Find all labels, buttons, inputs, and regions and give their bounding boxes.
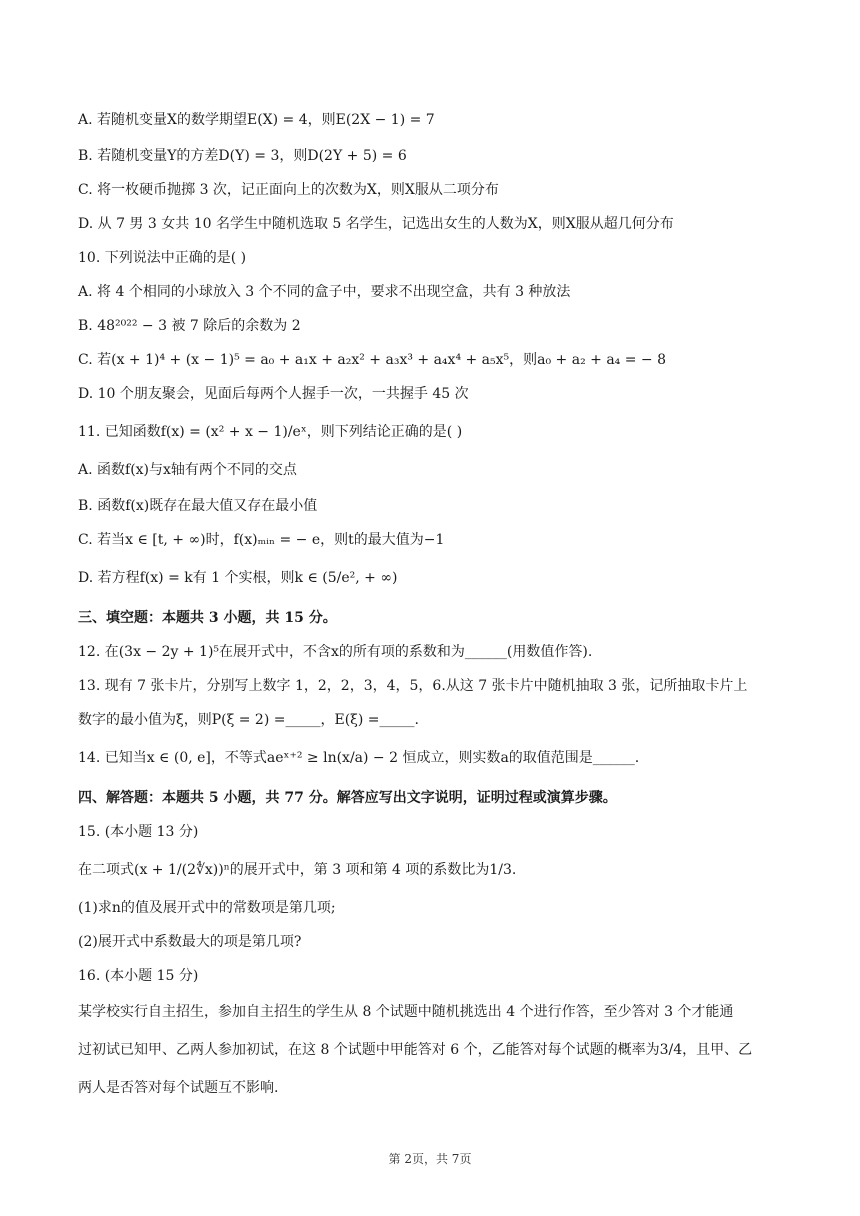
option-11a: A. 函数f(x)与x轴有两个不同的交点 <box>78 462 297 478</box>
question-15-body: 在二项式(x + 1/(2∜x))ⁿ的展开式中，第 3 项和第 4 项的系数比为1/3. <box>78 862 517 878</box>
question-15-part-2: (2)展开式中系数最大的项是第几项? <box>78 934 302 950</box>
question-15-header: 15. (本小题 13 分) <box>78 824 199 840</box>
question-16-line-1: 某学校实行自主招生，参加自主招生的学生从 8 个试题中随机挑选出 4 个进行作答，至少答对 3 个才能通 <box>78 1004 734 1020</box>
option-11c: C. 若当x ∈ [t, + ∞)时，f(x)ₘᵢₙ = − e，则t的最大值为−1 <box>78 532 445 548</box>
option-11d: D. 若方程f(x) = k有 1 个实根，则k ∈ (5/e², + ∞) <box>78 570 398 586</box>
page-footer: 第 2页，共 7页 <box>388 1152 472 1166</box>
question-16-header: 16. (本小题 15 分) <box>78 968 199 984</box>
option-9d: D. 从 7 男 3 女共 10 名学生中随机选取 5 名学生，记选出女生的人数为X，则X服从超几何分布 <box>78 216 674 232</box>
section-heading-solution: 四、解答题：本题共 5 小题，共 77 分。解答应写出文字说明，证明过程或演算步骤。 <box>78 790 617 806</box>
option-10c: C. 若(x + 1)⁴ + (x − 1)⁵ = a₀ + a₁x + a₂x² + a₃x³ + a₄x⁴ + a₅x⁵，则a₀ + a₂ + a₄ = − 8 <box>78 352 667 368</box>
option-10d: D. 10 个朋友聚会，见面后每两个人握手一次，一共握手 45 次 <box>78 386 469 402</box>
question-14: 14. 已知当x ∈ (0, e]，不等式aeˣ⁺² ≥ ln(x/a) − 2 恒成立，则实数a的取值范围是______. <box>78 750 640 766</box>
option-10a: A. 将 4 个相同的小球放入 3 个不同的盒子中，要求不出现空盒，共有 3 种放法 <box>78 284 571 300</box>
option-10b: B. 48²⁰²² − 3 被 7 除后的余数为 2 <box>78 318 301 334</box>
question-16-line-2: 过初试已知甲、乙两人参加初试，在这 8 个试题中甲能答对 6 个，乙能答对每个试题的概率为3/4，且甲、乙 <box>78 1042 753 1058</box>
question-12: 12. 在(3x − 2y + 1)⁵在展开式中，不含x的所有项的系数和为______(用数值作答). <box>78 644 593 660</box>
option-9c: C. 将一枚硬币抛掷 3 次，记正面向上的次数为X，则X服从二项分布 <box>78 182 499 198</box>
question-13-line-2: 数字的最小值为ξ，则P(ξ = 2) =_____，E(ξ) =_____. <box>78 712 419 728</box>
option-9a: A. 若随机变量X的数学期望E(X) = 4，则E(2X − 1) = 7 <box>78 112 435 128</box>
section-heading-fill-in: 三、填空题：本题共 3 小题，共 15 分。 <box>78 610 337 626</box>
option-9b: B. 若随机变量Y的方差D(Y) = 3，则D(2Y + 5) = 6 <box>78 148 407 164</box>
question-13-line-1: 13. 现有 7 张卡片，分别写上数字 1，2，2，3，4，5，6.从这 7 张卡片中随机抽取 3 张，记所抽取卡片上 <box>78 678 748 694</box>
option-11b: B. 函数f(x)既存在最大值又存在最小值 <box>78 498 318 514</box>
question-11: 11. 已知函数f(x) = (x² + x − 1)/eˣ，则下列结论正确的是( ) <box>78 424 463 440</box>
question-15-part-1: (1)求n的值及展开式中的常数项是第几项; <box>78 900 336 916</box>
question-10: 10. 下列说法中正确的是( ) <box>78 250 247 266</box>
question-16-line-3: 两人是否答对每个试题互不影响. <box>78 1080 279 1096</box>
